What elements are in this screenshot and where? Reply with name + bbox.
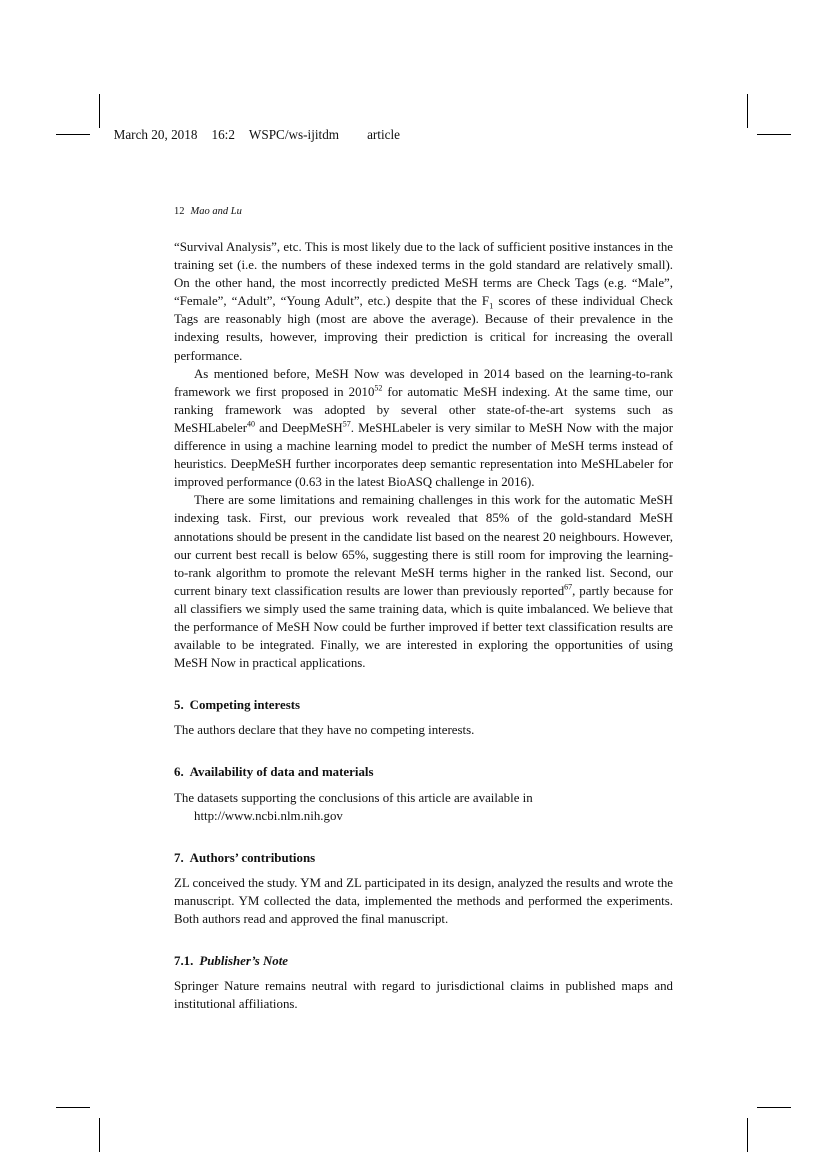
section-title: Availability of data and materials — [189, 765, 374, 780]
section-number: 7. — [174, 850, 184, 865]
section-title: Publisher’s Note — [199, 954, 289, 969]
paragraph-text: . MeSHLabeler is very similar to MeSH Now with the major difference in using a machine learning model to predict the number of MeSH terms instead of heuristics. DeepMeSH further incorporates deep semantic representation into MeSHLabeler for improved performance (0.63 in the latest BioASQ challenge in 2016). — [174, 420, 673, 490]
citation-ref[interactable]: 52 — [374, 383, 383, 393]
section-text: The datasets supporting the conclusions of this article are available in — [174, 790, 533, 805]
section-text: ZL conceived the study. YM and ZL participated in its design, analyzed the results and wrote the manuscript. YM collected the data, implemented the methods and performed the experiments. Both authors read and approved the final manuscript. — [174, 875, 673, 926]
section-text: The authors declare that they have no competing interests. — [174, 723, 475, 738]
paragraph-text: scores of these individual Check Tags are reasonably high (most are above the average). Because of their prevalence in the indexing results, however, improving their prediction is critical for increasing the overall performance. — [174, 294, 673, 363]
section-title: Competing interests — [189, 698, 301, 713]
paragraph — [174, 238, 673, 365]
section-number: 5. — [174, 698, 184, 713]
header-time: 16:2 — [211, 127, 235, 142]
subscript: 1 — [489, 300, 494, 311]
crop-mark — [99, 1118, 100, 1152]
paragraph-text: , partly because for all classifiers we simply used the same training data, which is quite imbalanced. We believe that the performance of MeSH Now could be further improved if better text classification results are available to be integrated. Finally, we are interested in exploring the opportunities of using MeSH Now in practical applications. — [174, 583, 673, 671]
crop-mark — [99, 94, 100, 128]
paragraph-text: There are some limitations and remaining challenges in this work for the automatic MeSH indexing task. First, our previous work revealed that 85% of the gold-standard MeSH annotations should be present in the candidate list based on the nearest 20 neighbours. However, our current best recall is below 65%, suggesting there is still room for improving the learning-to-rank algorithm to promote the relevant MeSH terms higher in the ranked list. Second, our current binary text classification results are lower than previously reported — [174, 493, 673, 598]
header-date: March 20, 2018 — [113, 127, 198, 142]
running-authors: Mao and Lu — [190, 206, 242, 217]
citation-ref[interactable]: 57 — [342, 419, 351, 429]
crop-mark — [757, 1107, 791, 1108]
section-number: 6. — [174, 765, 184, 780]
paragraph-text: As mentioned before, MeSH Now was developed in 2014 based on the learning-to-rank framework we first proposed in 2010 — [174, 366, 673, 399]
page-number: 12 — [174, 206, 185, 217]
citation-ref[interactable]: 67 — [564, 582, 573, 592]
page-head — [174, 206, 242, 217]
section-heading — [174, 849, 673, 867]
section-text: Springer Nature remains neutral with regard to jurisdictional claims in published maps and institutional affiliations. — [174, 979, 673, 1012]
section-heading — [174, 696, 673, 714]
header-journal: WSPC/ws-ijitdm — [248, 127, 340, 142]
paragraph-text: and DeepMeSH — [255, 420, 343, 435]
data-url-link[interactable]: http://www.ncbi.nlm.nih.gov — [194, 808, 343, 823]
paragraph — [174, 365, 673, 492]
section-heading — [174, 763, 673, 781]
subsection-heading — [174, 952, 673, 970]
paragraph — [174, 491, 673, 672]
crop-mark — [747, 1118, 748, 1152]
running-header — [107, 111, 414, 143]
crop-mark — [747, 94, 748, 128]
crop-mark — [56, 134, 90, 135]
section-number: 7.1. — [174, 954, 194, 969]
body-text — [174, 238, 673, 1013]
citation-ref[interactable]: 40 — [247, 419, 256, 429]
crop-mark — [757, 134, 791, 135]
crop-mark — [56, 1107, 90, 1108]
section-title: Authors’ contributions — [189, 850, 316, 865]
header-type: article — [367, 127, 401, 142]
paragraph-text: for automatic MeSH indexing. At the same time, our ranking framework was adopted by several other state-of-the-art systems such as MeSHLabeler — [174, 384, 673, 435]
paragraph-text: “Survival Analysis”, etc. This is most likely due to the lack of sufficient positive instances in the training set (i.e. the numbers of these indexed terms in the gold standard are relatively small). On the other hand, the most incorrectly predicted MeSH terms are Check Tags (e.g. “Male”, “Female”, “Adult”, “Young Adult”, etc.) despite that the F — [174, 240, 673, 309]
